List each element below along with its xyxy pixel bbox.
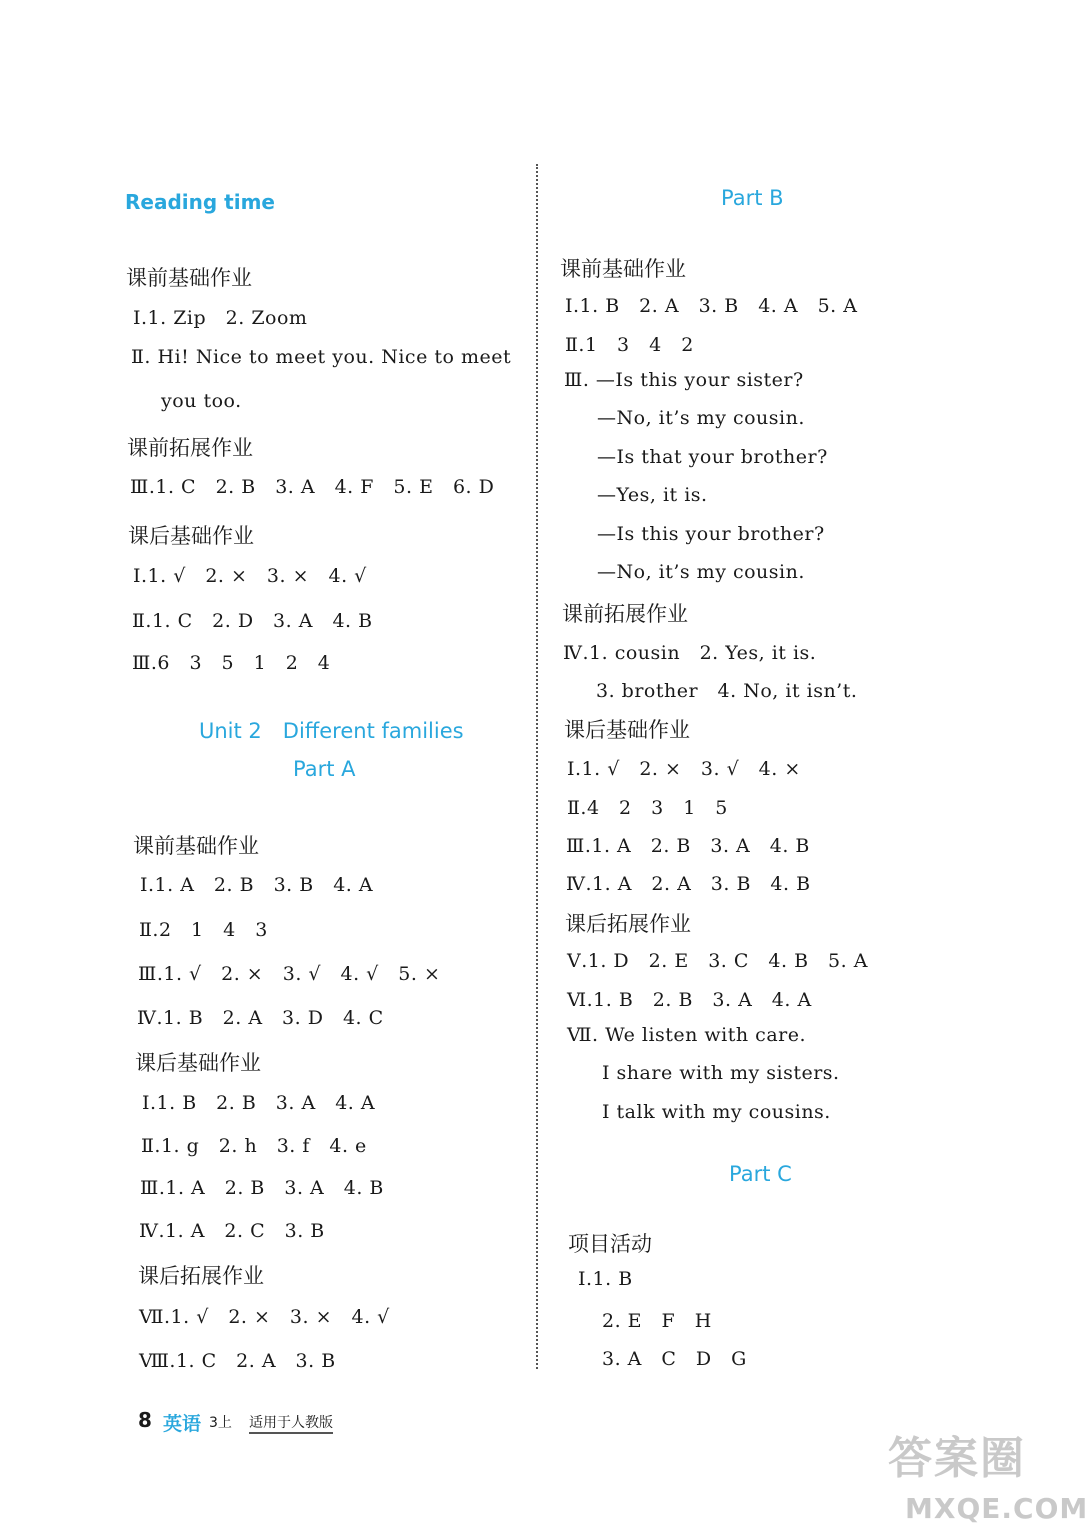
answer-line: you too. — [161, 390, 242, 412]
answer-line: Ⅵ.1. B 2. B 3. A 4. A — [567, 989, 812, 1011]
answer-line: Ⅳ.1. B 2. A 3. D 4. C — [137, 1007, 384, 1029]
answer-line: Ⅰ.1. B 2. B 3. A 4. A — [142, 1092, 376, 1114]
footer-subject: 英语 — [163, 1413, 202, 1435]
page-number: 8 — [138, 1408, 152, 1432]
answer-line: Ⅲ.1. C 2. B 3. A 4. F 5. E 6. D — [130, 476, 495, 498]
section-heading: 课前基础作业 — [133, 834, 259, 858]
answer-line: 2. E F H — [602, 1310, 712, 1332]
section-heading: 课后基础作业 — [564, 718, 690, 742]
answer-line: Ⅷ.1. C 2. A 3. B — [139, 1350, 336, 1372]
answer-line: —No, it’s my cousin. — [597, 407, 805, 429]
column-divider — [536, 164, 538, 1369]
answer-line: Ⅲ.1. A 2. B 3. A 4. B — [140, 1177, 384, 1199]
answer-line: Ⅰ.1. B — [578, 1268, 633, 1290]
footer-grade: 3上 — [209, 1415, 232, 1431]
answer-line: Ⅰ.1. √ 2. × 3. √ 4. × — [567, 758, 801, 780]
answer-line: Ⅰ.1. B 2. A 3. B 4. A 5. A — [565, 295, 858, 317]
section-heading: 项目活动 — [568, 1232, 652, 1256]
answer-line: Ⅲ. —Is this your sister? — [564, 369, 804, 391]
footer-edition: 适用于人教版 — [249, 1412, 333, 1434]
section-heading: 课前拓展作业 — [127, 436, 253, 460]
section-heading: 课前拓展作业 — [562, 602, 688, 626]
answer-line: Ⅱ.1. C 2. D 3. A 4. B — [132, 610, 373, 632]
reading-time-title: Reading time — [125, 190, 275, 214]
answer-line: Ⅰ.1. √ 2. × 3. × 4. √ — [133, 565, 367, 587]
part-b-title: Part B — [721, 186, 784, 210]
part-a-title: Part A — [293, 757, 356, 781]
answer-line: —Is this your brother? — [597, 523, 825, 545]
answer-line: Ⅲ.1. A 2. B 3. A 4. B — [566, 835, 810, 857]
answer-line: Ⅱ.4 2 3 1 5 — [567, 797, 728, 819]
answer-line: 3. A C D G — [602, 1348, 747, 1370]
section-heading: 课前基础作业 — [560, 257, 686, 281]
answer-line: Ⅰ.1. A 2. B 3. B 4. A — [140, 874, 374, 896]
answer-line: Ⅱ.1 3 4 2 — [565, 334, 694, 356]
answer-line: —No, it’s my cousin. — [597, 561, 805, 583]
answer-line: —Yes, it is. — [597, 484, 708, 506]
answer-line: Ⅲ.6 3 5 1 2 4 — [132, 652, 331, 674]
unit-title: Unit 2 Different families — [199, 719, 464, 743]
watermark-url: MXQE.COM — [905, 1492, 1088, 1525]
answer-line: —Is that your brother? — [597, 446, 828, 468]
watermark-logo: 答案圈 — [888, 1433, 1026, 1484]
answer-line: Ⅰ.1. Zip 2. Zoom — [133, 307, 308, 329]
section-heading: 课后基础作业 — [128, 524, 254, 548]
answer-line: Ⅶ. We listen with care. — [567, 1024, 807, 1046]
part-c-title: Part C — [729, 1162, 792, 1186]
answer-line: Ⅲ.1. √ 2. × 3. √ 4. √ 5. × — [138, 963, 441, 985]
answer-line: Ⅳ.1. A 2. A 3. B 4. B — [566, 873, 811, 895]
answer-line: I talk with my cousins. — [602, 1101, 831, 1123]
section-heading: 课前基础作业 — [126, 266, 252, 290]
answer-line: Ⅶ.1. √ 2. × 3. × 4. √ — [139, 1306, 390, 1328]
answer-line: Ⅱ. Hi! Nice to meet you. Nice to meet — [131, 346, 512, 368]
section-heading: 课后基础作业 — [135, 1051, 261, 1075]
answer-line: Ⅳ.1. A 2. C 3. B — [139, 1220, 325, 1242]
answer-line: Ⅳ.1. cousin 2. Yes, it is. — [563, 642, 817, 664]
answer-line: 3. brother 4. No, it isn’t. — [596, 680, 858, 702]
answer-line: Ⅱ.1. g 2. h 3. f 4. e — [141, 1135, 367, 1157]
answer-line: I share with my sisters. — [602, 1062, 840, 1084]
section-heading: 课后拓展作业 — [138, 1264, 264, 1288]
section-heading: 课后拓展作业 — [565, 912, 691, 936]
answer-line: Ⅴ.1. D 2. E 3. C 4. B 5. A — [567, 950, 868, 972]
answer-line: Ⅱ.2 1 4 3 — [139, 919, 268, 941]
